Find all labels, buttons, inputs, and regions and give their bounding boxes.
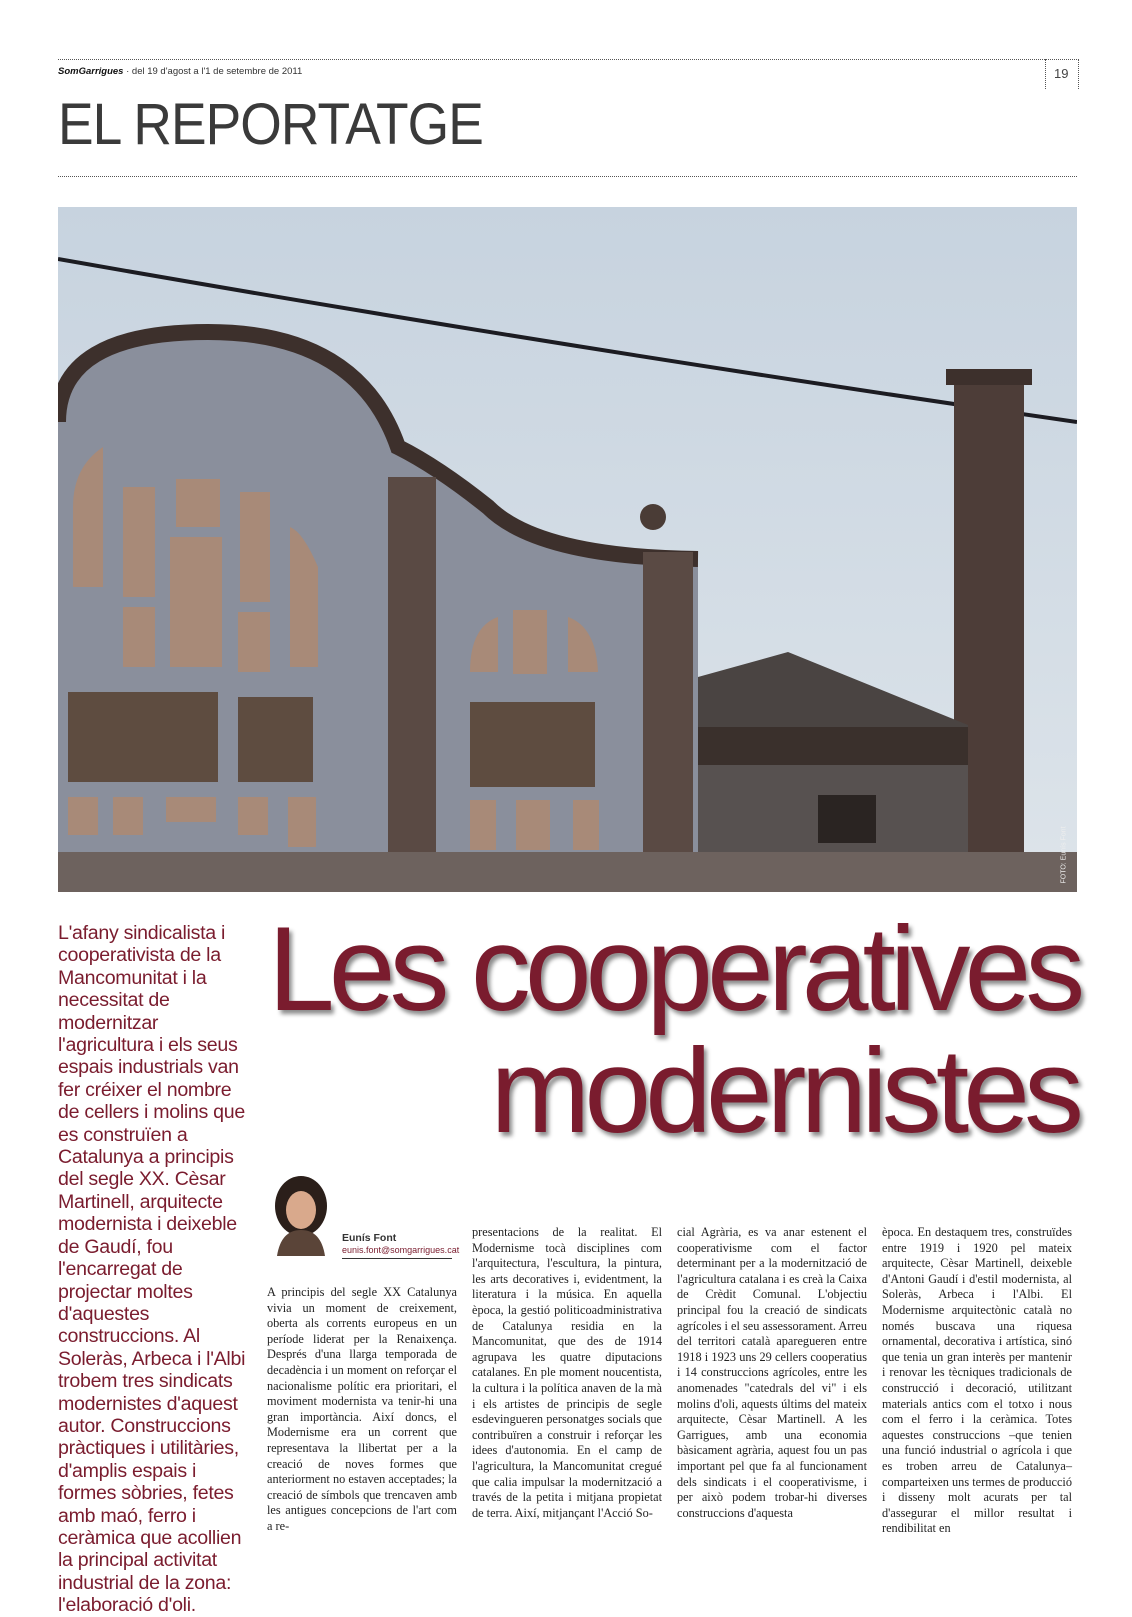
section-rule xyxy=(58,176,1077,177)
author-photo xyxy=(267,1172,335,1256)
headline-line-1: Les cooperatives xyxy=(268,902,1080,1036)
top-rule xyxy=(58,59,1077,60)
lede-text: L'afany sindicalista i cooperativista de la Mancomunitat i la necessitat de modernitzar l'agricultura i els seus espais industrials van fer créixer el nombre de cellers i molins que es construïen a Catalunya a principis del segle XX. Cèsar Martinell, arquitecte modernista i deixeble de Gaudí, fou l'encarregat de projectar moltes d'aquestes construccions. Al Soleràs, Arbeca i l'Albi trobem tres sindicats modernistes d'aquest autor. Construccions pràctiques i utilitàries, d'amplis espais i formes sòbries, fetes amb maó, ferro i ceràmica que acollien la principal activitat industrial de la zona: l'elaboració d'oli. xyxy=(58,922,246,1617)
issue-date: · del 19 d'agost a l'1 de setembre de 2011 xyxy=(123,66,303,77)
body-column-1 xyxy=(267,1285,457,1557)
author-name: Eunís Font xyxy=(342,1232,397,1244)
section-title: EL REPORTATGE xyxy=(58,92,483,157)
body-text: cial Agrària, es va anar estenent el cooperativisme com el factor determinant per a la modernització de l'agricultura catalana i es creà la Caixa de Crèdit Comunal. L'objectiu principal fou la creació de sindicats agrícoles i el seu assessorament. Arreu del territori català aparegueren entre 1918 i 1923 uns 29 cellers cooperatius i 14 construccions agrícoles, entre les anomenades "catedrals del vi" i els molins d'oli, aquests últims del mateix arquitecte, Cèsar Martinell. A les Garrigues, amb una economia bàsicament agrària, aquest fou un pas important pel que fa al funcionament dels sindicats i el cooperativisme, i per això podem trobar-hi diverses construccions d'aquesta xyxy=(677,1225,867,1520)
author-email[interactable]: eunis.font@somgarrigues.cat xyxy=(342,1245,460,1255)
body-text: presentacions de la realitat. El Modernisme tocà disciplines com l'arquitectura, l'escultura, la pintura, les arts decoratives i, evidentment, la literatura i la música. En aquella època, la gestió politicoadministrativa de Catalunya residia en la Mancomunitat, que des de 1914 agrupava les quatre diputacions catalanes. En ple moment noucentista, la cultura i la política anaven de la mà i els artistes de principis de segle esdevingueren personatges socials que contribuïren a construir i reforçar les idees d'autonomia. En el camp de l'agricultura, la Mancomunitat cregué que calia impulsar la modernització a través de la petita i mitjana propietat de terra. Així, mitjançant l'Acció So- xyxy=(472,1225,662,1520)
publication-name: SomGarrigues xyxy=(58,66,124,77)
page-number: 19 xyxy=(1054,66,1069,81)
running-header xyxy=(58,66,302,77)
body-column-3 xyxy=(677,1225,867,1521)
photo-credit: FOTO: Eunís Font xyxy=(1060,826,1068,884)
headline xyxy=(268,902,1080,1158)
body-text: època. En destaquem tres, construïdes entre 1919 i 1920 pel mateix arquitecte, Cèsar Martinell, deixeble d'Antoni Gaudí i d'estil modernista, al Soleràs, Arbeca i l'Albi. El Modernisme arquitectònic català no només buscava una riquesa ornamental, decorativa i artística, sinó que tenia un gran interès per mantenir i renovar les tècniques tradicionals de construcció i decoració, utilitzant materials antics com el totxo i nous com el ferro i la ceràmica. Totes aquestes construccions –que tenien una funció industrial o agrícola i que es troben arreu de Catalunya– comparteixen uns termes de producció i disseny molt acurats per tal d'assegurar el millor resultat i rendibilitat en xyxy=(882,1225,1072,1536)
headline-line-2: modernistes xyxy=(490,1024,1078,1158)
body-column-4 xyxy=(882,1225,1072,1537)
body-column-2 xyxy=(472,1225,662,1521)
author-rule xyxy=(342,1258,452,1259)
feature-photo xyxy=(58,207,1077,892)
body-text: A principis del segle XX Catalunya vivia un moment de creixement, oberta als corrents europeus en un període liderat per la Renaixença. Després d'una llarga temporada de decadència i un moment on reforçar el nacionalisme polític era prioritari, el moviment modernista va tenir-hi una gran importància. Així doncs, el Modernisme era un corrent que representava la llibertat per a la creació de noves formes que anteriorment no estaven acceptades; la creació de símbols que trencaven amb les antigues concepcions de l'art com a re- xyxy=(267,1285,457,1533)
